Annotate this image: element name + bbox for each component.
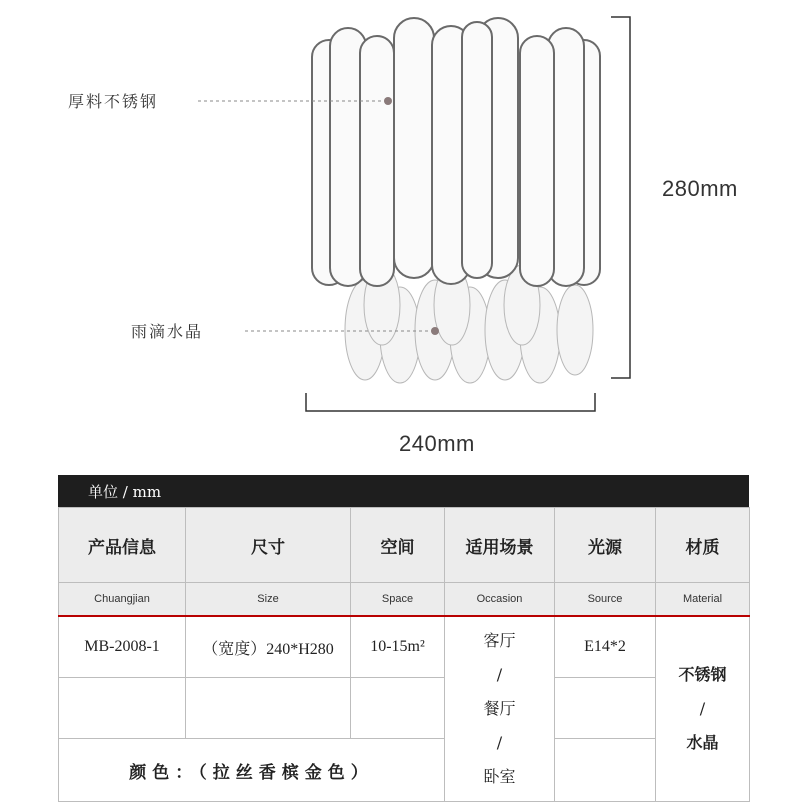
material-item: 不锈钢 (678, 665, 727, 684)
source-cell: E14*2 (555, 616, 656, 678)
occasion-item: 客厅 (483, 631, 516, 650)
subheader-size: Size (186, 583, 351, 617)
occasion-cell (445, 616, 555, 802)
occasion-item: 卧室 (483, 767, 516, 786)
subheader-product-info: Chuangjian (59, 583, 186, 617)
unit-label: 单位 / mm (88, 482, 162, 501)
empty-cell (351, 678, 445, 739)
height-dimension-label: 280mm (662, 176, 738, 201)
header-material: 材质 (656, 508, 750, 583)
steel-strips (312, 18, 600, 286)
callout-dot-steel (384, 97, 392, 105)
occasion-item: 餐厅 (483, 699, 516, 718)
callout-dot-crystal (431, 327, 439, 335)
header-occasion: 适用场景 (445, 508, 555, 583)
spec-table (58, 507, 750, 802)
subheader-occasion: Occasion (445, 583, 555, 617)
table-row (59, 616, 750, 678)
table-row (59, 678, 750, 739)
height-dimension-line (611, 17, 630, 378)
model-cell: MB-2008-1 (59, 616, 186, 678)
table-header-row (59, 508, 750, 583)
empty-cell (555, 739, 656, 802)
header-size: 尺寸 (186, 508, 351, 583)
empty-cell (186, 678, 351, 739)
empty-cell (555, 678, 656, 739)
header-space: 空间 (351, 508, 445, 583)
size-cell: （宽度）240*H280 (186, 616, 351, 678)
occasion-separator: / (496, 733, 503, 752)
table-row (59, 739, 750, 802)
material-cell (656, 616, 750, 802)
empty-cell (59, 678, 186, 739)
occasion-separator: / (496, 665, 503, 684)
width-dimension-label: 240mm (399, 431, 475, 456)
space-cell: 10-15m² (351, 616, 445, 678)
width-dimension-line (306, 393, 595, 411)
unit-header-bar (58, 475, 749, 507)
callout-label-steel: 厚料不锈钢 (68, 92, 159, 111)
subheader-space: Space (351, 583, 445, 617)
callout-label-crystal: 雨滴水晶 (131, 322, 204, 341)
header-source: 光源 (555, 508, 656, 583)
color-cell: 颜色：（拉丝香槟金色） (59, 739, 445, 802)
header-product-info: 产品信息 (59, 508, 186, 583)
subheader-material: Material (656, 583, 750, 617)
material-separator: / (699, 699, 706, 718)
subheader-source: Source (555, 583, 656, 617)
material-item: 水晶 (686, 733, 719, 752)
table-subheader-row (59, 583, 750, 617)
